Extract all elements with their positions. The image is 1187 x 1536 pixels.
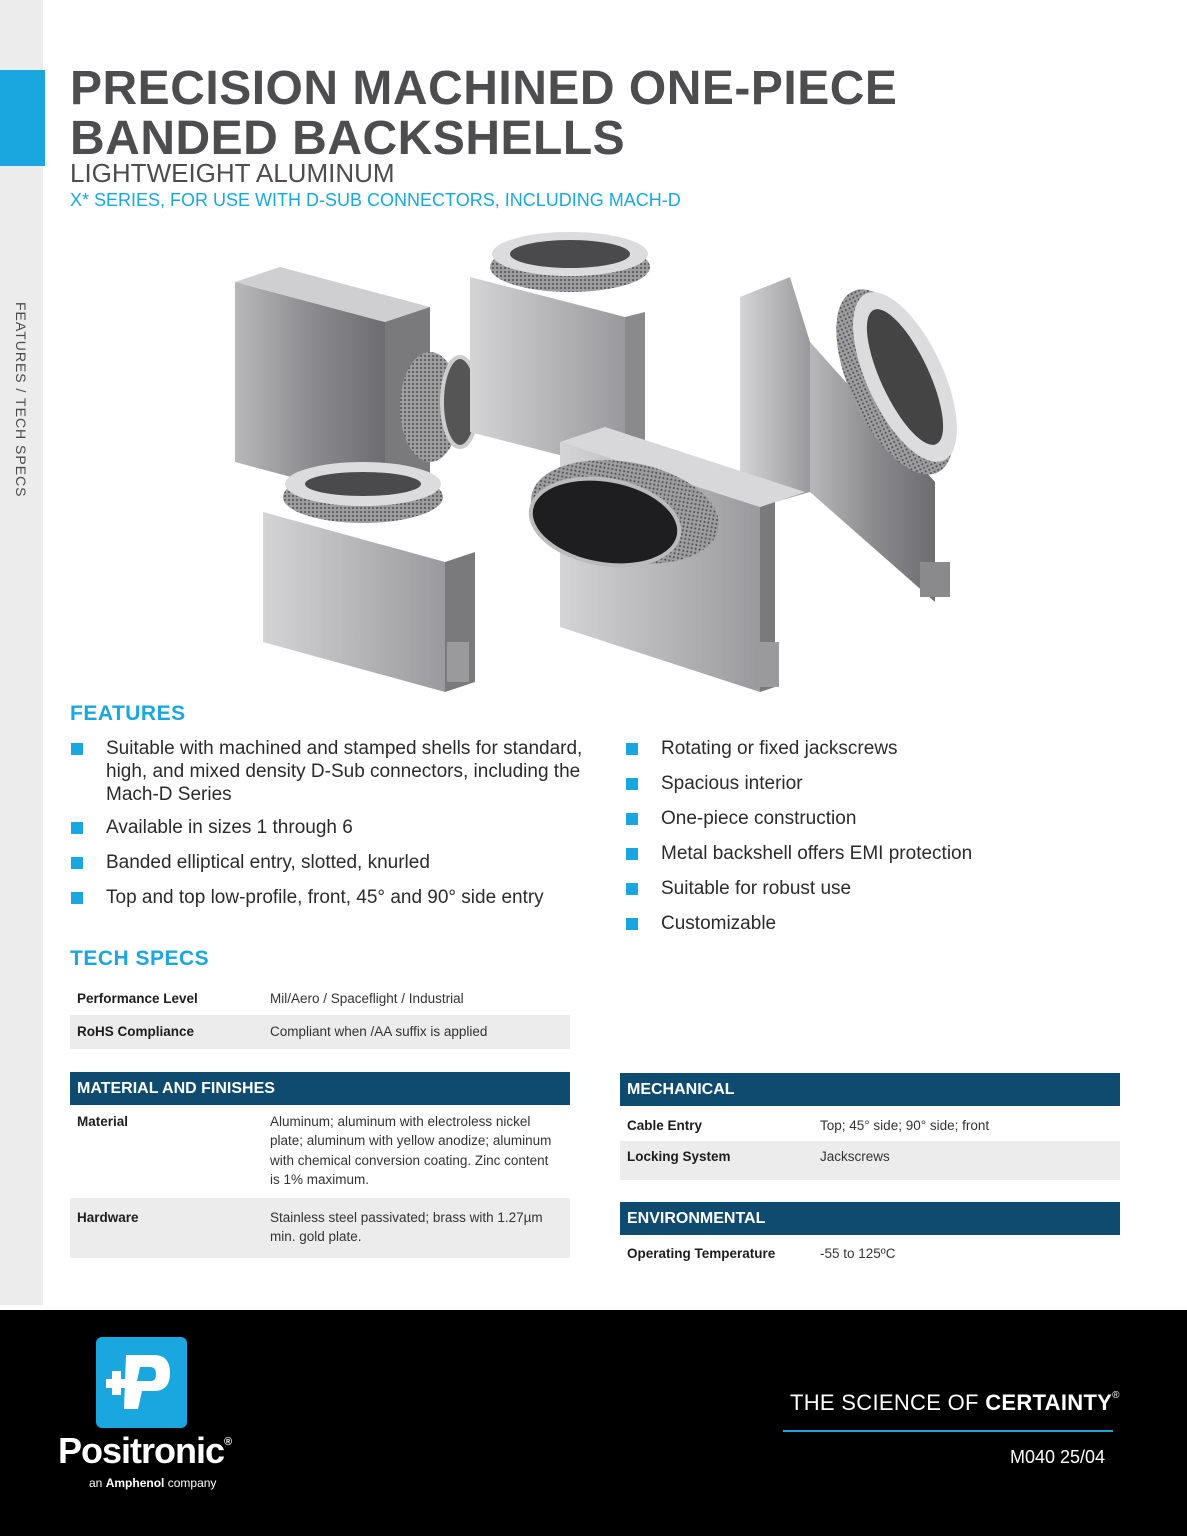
environmental-table-title: ENVIRONMENTAL xyxy=(620,1202,1120,1237)
table-row xyxy=(620,1237,1120,1270)
tagline: THE SCIENCE OF CERTAINTY® xyxy=(790,1390,1120,1415)
spec-key: Cable Entry xyxy=(627,1117,703,1133)
backshell-low-profile xyxy=(263,462,475,692)
title-line-1: PRECISION MACHINED ONE-PIECE xyxy=(70,62,898,115)
table-row xyxy=(70,983,570,1015)
bullet-square-icon xyxy=(626,848,638,860)
spec-value: Compliant when /AA suffix is applied xyxy=(270,1023,488,1039)
bullet-square-icon xyxy=(626,883,638,895)
table-row xyxy=(70,1107,570,1198)
bullet-square-icon xyxy=(71,743,83,755)
feature-item: Metal backshell offers EMI protection xyxy=(625,842,1105,865)
document-number: M040 25/04 xyxy=(1010,1447,1106,1467)
features-list-left xyxy=(70,737,590,909)
spec-key: Operating Temperature xyxy=(627,1245,776,1261)
feature-item: One-piece construction xyxy=(625,807,1105,830)
mechanical-table-title: MECHANICAL xyxy=(620,1073,1120,1108)
side-accent-bar xyxy=(0,70,45,166)
features-list-right xyxy=(625,737,1105,935)
feature-item: Available in sizes 1 through 6 xyxy=(70,816,590,839)
general-specs-table xyxy=(70,983,570,1049)
feature-item: Customizable xyxy=(625,912,1105,935)
spec-key: Performance Level xyxy=(77,991,198,1006)
material-table-title: MATERIAL AND FINISHES xyxy=(70,1072,570,1107)
backshell-45-entry xyxy=(740,272,978,602)
spec-value: Mil/Aero / Spaceflight / Industrial xyxy=(270,991,464,1006)
spec-key: Locking System xyxy=(627,1149,731,1164)
feature-item: Banded elliptical entry, slotted, knurled xyxy=(70,851,590,874)
feature-item: Suitable for robust use xyxy=(625,877,1105,900)
page-title xyxy=(70,64,970,164)
bullet-square-icon xyxy=(71,822,83,834)
table-row xyxy=(70,1015,570,1050)
bullet-square-icon xyxy=(626,813,638,825)
spec-key: Material xyxy=(77,1113,129,1129)
brand-name: Positronic® xyxy=(58,1430,232,1471)
positronic-logo-icon xyxy=(96,1337,187,1428)
bullet-square-icon xyxy=(71,892,83,904)
feature-item: Top and top low-profile, front, 45° and 90° side entry xyxy=(70,886,590,909)
title-line-2: BANDED BACKSHELLS xyxy=(70,112,626,165)
tagline-rule xyxy=(783,1430,1113,1432)
side-strip xyxy=(0,0,43,1305)
bullet-square-icon xyxy=(71,857,83,869)
feature-item: Suitable with machined and stamped shells for standard, high, and mixed density D-Sub connectors, including the Mach-D Series xyxy=(70,737,590,806)
spec-value: -55 to 125ºC xyxy=(820,1245,896,1261)
spec-key: RoHS Compliance xyxy=(77,1023,195,1039)
spec-value: Jackscrews xyxy=(820,1149,890,1164)
tech-specs-heading: TECH SPECS xyxy=(70,947,210,970)
material-table xyxy=(70,1072,570,1258)
page-subtitle: LIGHTWEIGHT ALUMINUM xyxy=(70,158,395,188)
bullet-square-icon xyxy=(626,918,638,930)
spec-value: Stainless steel passivated; brass with 1.27µm min. gold plate. xyxy=(270,1209,543,1244)
environmental-table xyxy=(620,1202,1120,1269)
feature-item: Rotating or fixed jackscrews xyxy=(625,737,1105,760)
features-heading: FEATURES xyxy=(70,702,186,725)
parent-company: an Amphenol company xyxy=(89,1476,217,1490)
bullet-square-icon xyxy=(626,778,638,790)
bullet-square-icon xyxy=(626,743,638,755)
mechanical-table xyxy=(620,1073,1120,1180)
table-row xyxy=(620,1141,1120,1180)
feature-item: Spacious interior xyxy=(625,772,1105,795)
spec-value: Aluminum; aluminum with electroless nickel plate; aluminum with yellow anodize; aluminum with chemical conversion coating. Zinc content is 1% maximum. xyxy=(270,1113,552,1187)
spec-value: Top; 45° side; 90° side; front xyxy=(820,1117,990,1133)
table-row xyxy=(620,1108,1120,1142)
spec-key: Hardware xyxy=(77,1209,139,1225)
product-image xyxy=(215,222,995,722)
series-line: X* SERIES, FOR USE WITH D-SUB CONNECTORS, INCLUDING MACH-D xyxy=(70,190,681,210)
table-row xyxy=(70,1198,570,1258)
side-section-label: FEATURES / TECH SPECS xyxy=(13,302,29,498)
